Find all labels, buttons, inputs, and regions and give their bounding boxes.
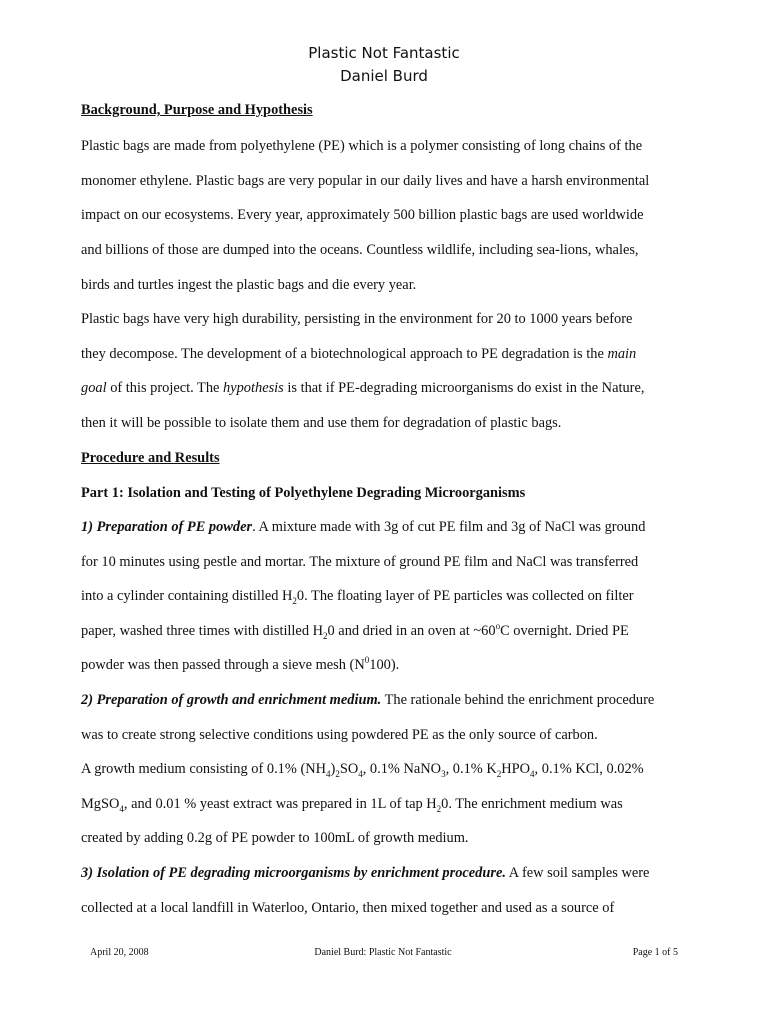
paragraph-line: created by adding 0.2g of PE powder to 100mL of growth medium. [81,830,469,846]
paragraph-line: 1) Preparation of PE powder. A mixture made with 3g of cut PE film and 3g of NaCl was ground [81,519,646,535]
step-title: 2) Preparation of growth and enrichment medium. [81,692,382,708]
paragraph-line: collected at a local landfill in Waterloo, Ontario, then mixed together and used as a source of [81,900,615,916]
paragraph-line: Plastic bags are made from polyethylene (PE) which is a polymer consisting of long chains of the [81,138,643,154]
paragraph-line: MgSO$_4$, and 0.01 % yeast extract was prepared in 1L of tap $H_20$. The enrichment medium was [81,796,623,814]
footer-page-number: Page 1 of 5 [632,947,678,958]
paragraph-line: 2) Preparation of growth and enrichment medium. The rationale behind the enrichment procedure [81,692,655,708]
paragraph-line: paper, washed three times with distilled $H_20$ and dried in an oven at ~60$^o$C overnight. Dried PE [81,621,629,641]
section-heading-background: Background, Purpose and Hypothesis [81,102,313,118]
step-title: 3) Isolation of PE degrading microorganisms by enrichment procedure. [81,865,506,881]
footer-title: Daniel Burd: Plastic Not Fantastic [314,947,452,958]
document-author: Daniel Burd [340,67,428,85]
paragraph-line: impact on our ecosystems. Every year, approximately 500 billion plastic bags are used worldwide [81,207,644,223]
paragraph-line: then it will be possible to isolate them and use them for degradation of plastic bags. [81,415,562,431]
emphasis-text: goal [81,380,107,396]
step-title: 1) Preparation of PE powder [81,519,253,535]
paragraph-line: for 10 minutes using pestle and mortar. The mixture of ground PE film and NaCl was transferred [81,554,639,570]
footer-date: April 20, 2008 [90,947,149,958]
paragraph-line: monomer ethylene. Plastic bags are very popular in our daily lives and have a harsh environmental [81,173,650,189]
emphasis-text: hypothesis [223,380,284,396]
paragraph-line: goal of this project. The hypothesis is that if PE-degrading microorganisms do exist in the Nature, [81,380,645,396]
document-title: Plastic Not Fantastic [308,44,460,62]
emphasis-text: main [607,346,637,362]
subsection-heading-part1: Part 1: Isolation and Testing of Polyethylene Degrading Microorganisms [81,485,526,501]
paragraph-line: was to create strong selective conditions using powdered PE as the only source of carbon. [81,727,598,743]
paragraph-line: into a cylinder containing distilled $H_20$. The floating layer of PE particles was collected on filter [81,588,634,606]
paragraph-line: A growth medium consisting of 0.1% $(NH_4)_2SO_4$, 0.1% NaNO$_3$, 0.1% $K_2HPO_4$, 0.1% KCl, 0.02% [81,761,644,779]
paragraph-line: 3) Isolation of PE degrading microorganisms by enrichment procedure. A few soil samples were [81,865,650,881]
section-heading-procedure: Procedure and Results [81,450,220,466]
paragraph-line: birds and turtles ingest the plastic bags and die every year. [81,277,417,293]
paragraph-line: they decompose. The development of a biotechnological approach to PE degradation is the main [81,346,637,362]
paragraph-line: and billions of those are dumped into the oceans. Countless wildlife, including sea-lions, whales, [81,242,639,258]
paragraph-line: Plastic bags have very high durability, persisting in the environment for 20 to 1000 years before [81,311,633,327]
paragraph-line: powder was then passed through a sieve mesh $(N^0100)$. [81,655,400,673]
